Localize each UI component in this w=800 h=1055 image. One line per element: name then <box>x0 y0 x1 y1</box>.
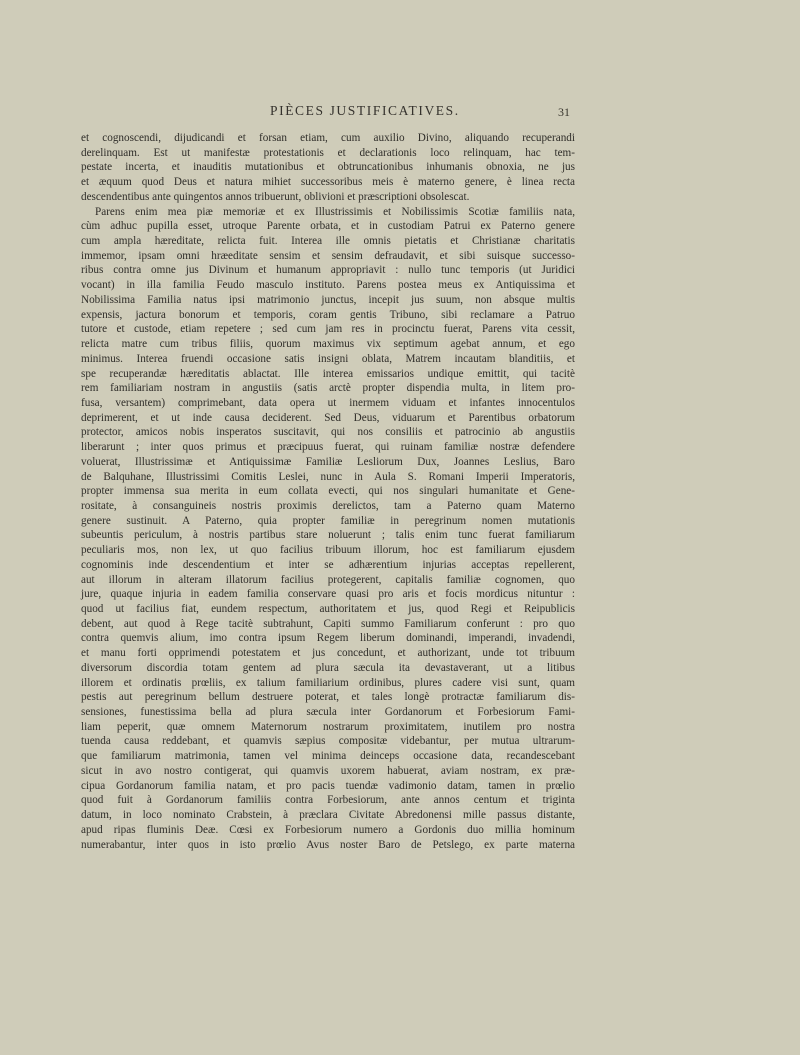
text-line: voluerat, Illustrissimæ et Antiquissimæ Familiæ Lesliorum Dux, Joannes Leslius, Baro <box>81 455 575 468</box>
text-line: cipua Gordanorum familia natam, et pro pacis tuendæ vadimonio datam, tamen in prœlio <box>81 779 575 792</box>
running-title: PIÈCES JUSTIFICATIVES. <box>270 103 460 118</box>
text-line: fusa, versantem) comprimebant, data opera ut inermem viduam et infantes innocentulos <box>81 396 575 409</box>
text-line: pestate incerta, et inauditis mutationibus et obtruncationibus inhumanis obnoxia, ne jus <box>81 161 575 174</box>
text-line: spe recuperandæ hæreditatis ablactat. Ille interea emissarios undique emittit, qui tacitè <box>81 367 575 380</box>
text-line: immemor, ipsam omni hræeditate sensim et sensim defraudavit, et sibi suisque successo- <box>81 249 575 262</box>
text-line: quod ut facilius fiat, eundem respectum, authoritatem et jus, quod Regi et Reipublicis <box>81 603 575 615</box>
text-line: vocant) in illa familia Feudo masculo instituto. Parens postea meus ex Antiquissima et <box>81 279 575 292</box>
text-line: pestis aut peregrinum bellum destruere poterat, et tales longè protractæ familiarum dis- <box>81 691 575 704</box>
text-line: et cognoscendi, dijudicandi et forsan etiam, cum auxilio Divino, aliquando recuperandi <box>81 132 575 144</box>
text-line: diversorum discordia totam gentem ad plura sæcula ita devastaverant, ut a litibus <box>81 661 575 674</box>
text-line: sensiones, funestissima bella ad plura sæcula inter Gordanorum et Forbesiorum Fami- <box>81 706 575 719</box>
text-line: peculiaris mos, non lex, ut quo facilius tribuum illorum, hoc est familiarum ejusdem <box>81 544 575 557</box>
text-line: liam peperit, quæ omnem Maternorum nostrarum proximitatem, inutilem pro nostra <box>81 720 575 733</box>
text-line: rositate, à consanguineis nostris proximis derelictos, tam a Paterno quam Materno <box>81 499 575 512</box>
text-line: cognominis inde descendentium et inter se adhærentium injurias acceptas repellerent, <box>81 558 575 571</box>
text-line: propter immensa sua merita in eum collata evecti, qui nos singulari humanitate et Gene- <box>81 485 575 498</box>
text-line: Nobilissima Familia natus ipsi matrimonio junctus, incepit jus suum, non absque multis <box>81 293 575 306</box>
text-line: de Balquhane, Illustrissimi Comitis Leslei, nunc in Aula S. Romani Imperii Imperatoris, <box>81 470 575 483</box>
text-line: cùm adhuc pupilla esset, utroque Parente orbata, et in custodiam Patrui ex Paterno genere <box>81 220 575 233</box>
text-line: relicta matre cum tribus filiis, quorum maximus vix septimum agebat annum, et ego <box>81 338 575 351</box>
text-line: deprimerent, et ut inde causa deciderent. Sed Deus, viduarum et Parentibus orbatorum <box>81 411 575 424</box>
text-line: protector, amicos nobis insperatos suscitavit, qui nos consiliis et patrocinio ab angustiis <box>81 426 575 439</box>
text-line: sicut in avo nostro contigerat, qui quamvis uxorem habuerat, aviam nostram, ex præ- <box>81 764 575 777</box>
text-line: Parens enim mea piæ memoriæ et ex Illustrissimis et Nobilissimis Scotiæ familiis nata, <box>95 205 575 218</box>
text-line: apud ripas fluminis Deæ. Cœsi ex Forbesiorum numero a Gordonis duo millia hominum <box>81 823 575 836</box>
text-line: descendentibus ante quingentos annos tribuerunt, oblivioni et præscriptioni obsolescat. <box>81 190 470 203</box>
text-line: cum ampla hæreditate, relicta fuit. Interea ille omnis pietatis et Christianæ charitatis <box>81 235 575 248</box>
text-line: ribus contra omne jus Divinum et humanum appropriavit : nullo tunc temporis (ut Juridici <box>81 264 575 277</box>
text-line: que familiarum matrimonia, tamen vel minima deinceps occasione data, recandescebant <box>81 750 575 763</box>
text-line: datum, in loco nominato Crabstein, à præclara Civitate Abredonensi mille passus distante, <box>81 809 575 822</box>
text-line: genere sustinuit. A Paterno, quia propter familiæ in peregrinum nomen mutationis <box>81 514 575 527</box>
text-line: debent, aut quod à Rege tacitè subtrahunt, Capiti summo Familiarum conferunt : pro quo <box>81 617 575 630</box>
page-number: 31 <box>558 105 570 119</box>
text-line: et æquum quod Deus et natura mihiet successoribus meis è materno genere, è linea recta <box>81 176 575 189</box>
text-line: aut illorum in alteram illatorum facilius protegerent, capitalis familiæ cognomen, quo <box>81 573 575 586</box>
text-line: minimus. Interea fruendi occasione satis insigni oblata, Matrem incautam blanditiis, et <box>81 352 575 365</box>
text-line: derelinquam. Est ut manifestæ protestationis et declarationis loco relinquam, hac tem- <box>81 146 575 159</box>
text-line: liberarunt ; inter quos primus et præcipuus fuerat, qui ruinam familiæ nostræ defendere <box>81 441 575 454</box>
text-line: jure, quaque injuria in eadem familia conservare quasi pro aris et focis mordicus nituntur : <box>81 588 575 601</box>
text-line: contra quemvis alium, imo contra ipsum Regem liberum dominandi, imperandi, invadendi, <box>81 632 575 645</box>
text-line: numerabantur, inter quos in isto prœlio Avus noster Baro de Petslego, ex parte materna <box>81 838 575 851</box>
text-line: tuenda causa reddebant, et quamvis sæpius compositæ videbantur, per mutua ultrarum- <box>81 735 575 748</box>
text-line: subeuntis periculum, à nostris partibus stare noluerunt ; talis enim tunc fuerat familiarum <box>81 529 575 542</box>
text-line: tutore et custode, etiam repetere ; sed cum jam res in procinctu fuerat, Parens vita cessit, <box>81 323 575 336</box>
text-line: et manu forti opprimendi potestatem et jus concedunt, et authorizant, unde tot tribuum <box>81 647 575 660</box>
text-line: expensis, jactura bonorum et temporis, coram gentis Tribuno, sibi reclamare a Patruo <box>81 308 575 321</box>
body-text <box>81 131 575 852</box>
text-line: illorem et ordinatis prœliis, ex talium familiarium ordinibus, plures cadere visi sunt, quam <box>81 676 575 689</box>
text-line: rem familiariam nostram in angustiis (satis arctè propter dispendia multa, in litem pro- <box>81 382 575 395</box>
text-line: quod fuit à Gordanorum familiis contra Forbesiorum, ante annos centum et triginta <box>81 794 575 807</box>
